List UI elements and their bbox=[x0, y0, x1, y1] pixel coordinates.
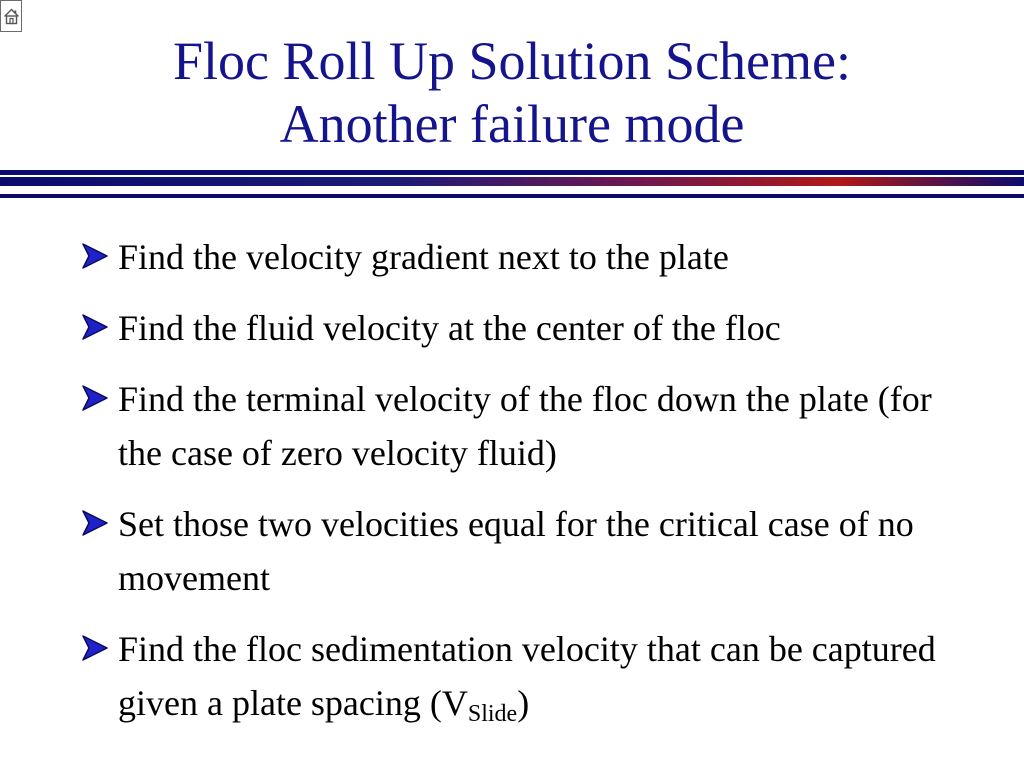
divider-gradient-band bbox=[0, 177, 1024, 186]
home-icon bbox=[3, 8, 20, 25]
bullet-text: Find the terminal velocity of the floc down the plate (for the case of zero velocity fluid) bbox=[118, 379, 932, 473]
bullet-item-4 bbox=[0, 497, 1024, 605]
divider-navy-top bbox=[0, 170, 1024, 175]
bullet-list bbox=[0, 230, 1024, 747]
bullet-item-1 bbox=[0, 230, 1024, 284]
title-line-2: Another failure mode bbox=[279, 94, 745, 154]
arrow-bullet-icon bbox=[80, 383, 110, 413]
title-line-1: Floc Roll Up Solution Scheme: bbox=[172, 31, 851, 91]
arrow-bullet-icon bbox=[80, 241, 110, 271]
bullet-text-end: ) bbox=[517, 683, 530, 723]
bullet-text: Find the velocity gradient next to the plate bbox=[118, 237, 729, 277]
bullet-item-5 bbox=[0, 622, 1024, 730]
bullet-text: Set those two velocities equal for the critical case of no movement bbox=[118, 504, 914, 598]
arrow-bullet-icon bbox=[80, 633, 110, 663]
arrow-bullet-icon bbox=[80, 508, 110, 538]
bullet-item-3 bbox=[0, 372, 1024, 480]
slide-title bbox=[0, 30, 1024, 156]
subscript-slide: Slide bbox=[467, 701, 518, 727]
title-divider bbox=[0, 170, 1024, 200]
arrow-bullet-icon bbox=[80, 312, 110, 342]
bullet-text: Find the fluid velocity at the center of the floc bbox=[118, 308, 781, 348]
home-button[interactable] bbox=[0, 0, 22, 32]
divider-navy-bottom bbox=[0, 194, 1024, 198]
bullet-item-2 bbox=[0, 301, 1024, 355]
bullet-text: Find the floc sedimentation velocity that can be captured given a plate spacing (V bbox=[118, 629, 936, 723]
